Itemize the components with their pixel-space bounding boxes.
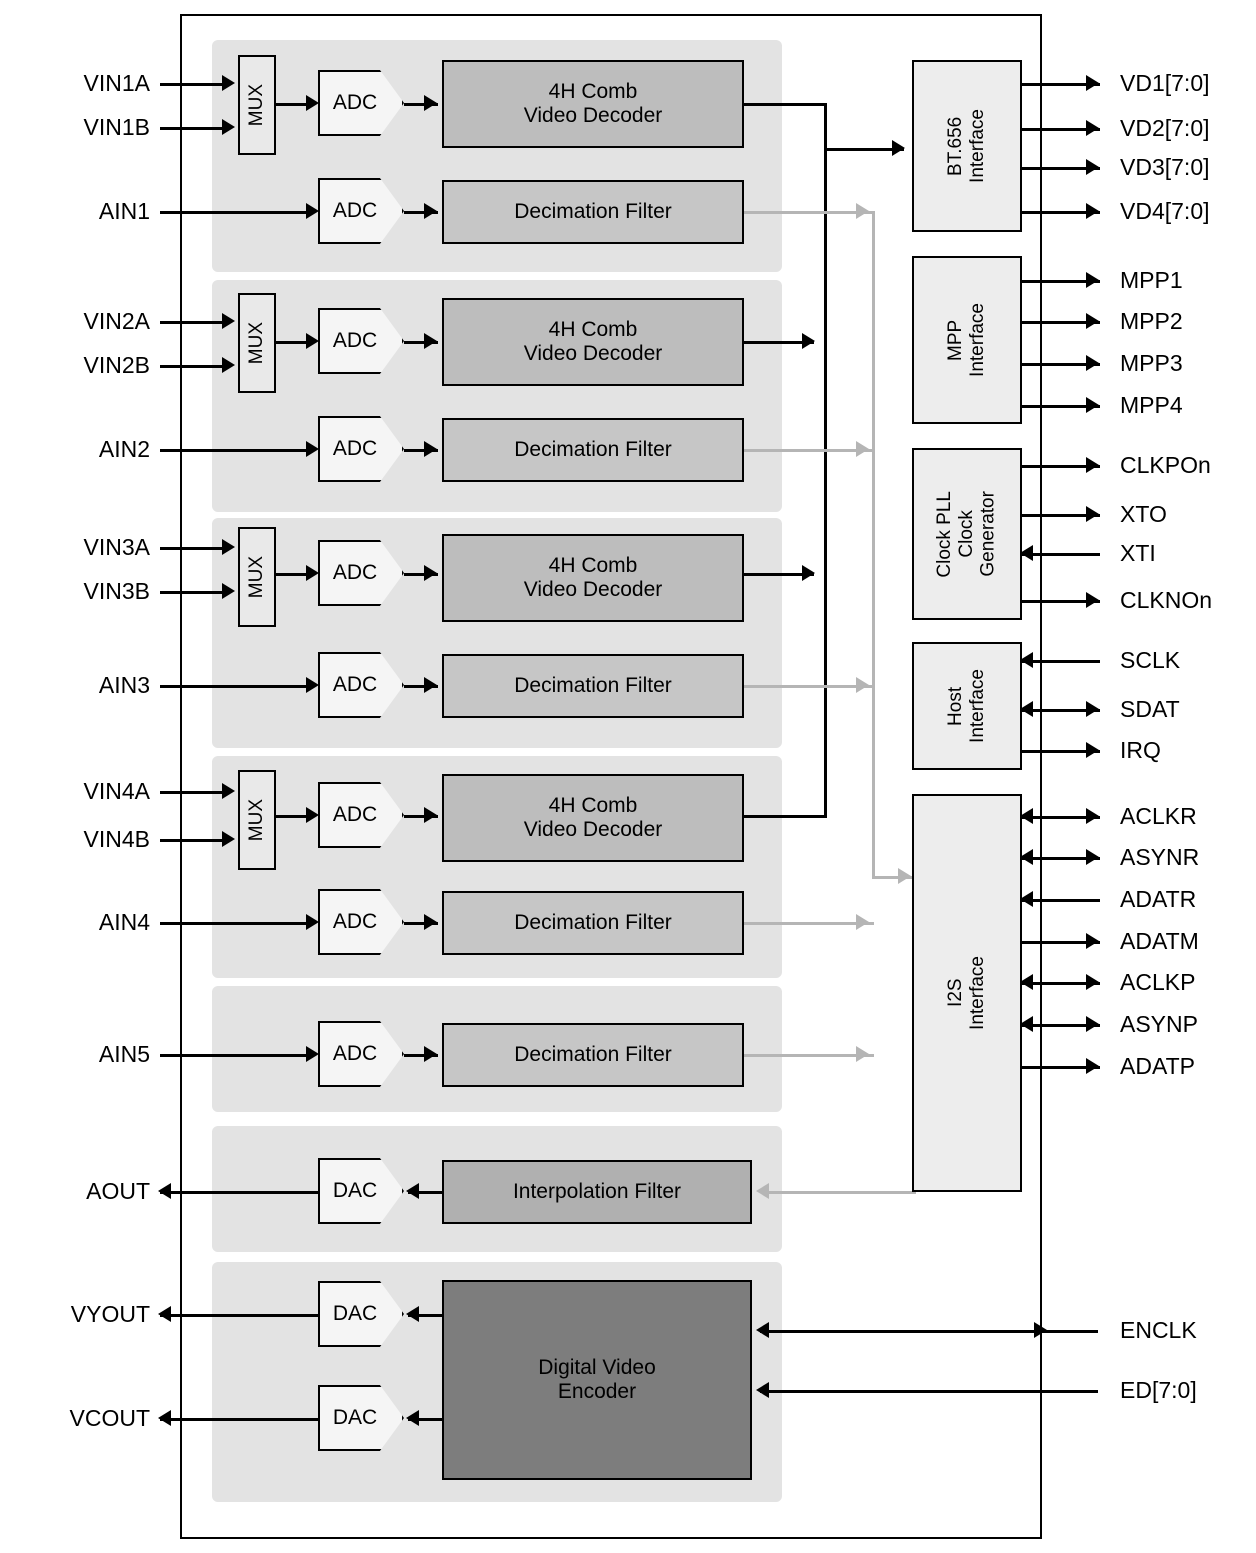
arrowhead-adc3-comb: [424, 565, 437, 581]
arrowhead-vd4: [1086, 203, 1099, 219]
bt656-interface-label: [945, 109, 989, 183]
wire-vin4a: [160, 791, 224, 794]
wire-comb4-bus: [744, 815, 826, 818]
digital-video-encoder-line2: Encoder: [557, 1380, 637, 1403]
dac-vyout: [318, 1281, 404, 1347]
clock-pll-line3: Generator: [977, 491, 999, 577]
bt656-interface-block: [912, 60, 1022, 232]
arrowhead-dec5-i2s: [856, 1046, 869, 1062]
arrowhead-adatm: [1086, 933, 1099, 949]
arrowhead-xto: [1086, 506, 1099, 522]
adc-ain4-label: ADC: [332, 910, 378, 933]
arrowhead-enc-dacc: [406, 1410, 419, 1426]
adc-1: [318, 70, 404, 136]
mux-3-label: MUX: [246, 555, 268, 599]
arrowhead-aclkr-left: [1020, 808, 1033, 824]
arrowhead-mpp4: [1086, 397, 1099, 413]
adc-ain2: [318, 416, 404, 482]
pin-label-adatp: ADATP: [1120, 1053, 1195, 1079]
wire-ain1: [160, 211, 310, 214]
pin-label-vd1: VD1[7:0]: [1120, 70, 1210, 96]
digital-video-encoder-line1: Digital Video: [538, 1355, 656, 1379]
mux-4-label: MUX: [246, 798, 268, 842]
arrowhead-adc2-comb: [424, 333, 437, 349]
wire-aout: [160, 1191, 322, 1194]
mux-4: [238, 770, 276, 870]
comb-decoder-1: [442, 60, 744, 148]
wire-dec1-i2s: [744, 211, 874, 214]
wire-ain5: [160, 1054, 310, 1057]
arrowhead-vin2b: [222, 357, 235, 373]
wire-vin1b: [160, 127, 224, 130]
pin-label-clkpon: CLKPOn: [1120, 452, 1211, 478]
wire-ain4: [160, 922, 310, 925]
pin-label-ain1: AIN1: [98, 198, 150, 224]
arrowhead-clknon: [1086, 592, 1099, 608]
adc-4-label: ADC: [332, 803, 378, 826]
arrowhead-aclkp-left: [1020, 974, 1033, 990]
wire-dec4-i2s: [744, 922, 874, 925]
wire-ed: [760, 1390, 1098, 1393]
adc-ain3: [318, 652, 404, 718]
pin-label-vin2b: VIN2B: [83, 352, 150, 378]
arrowhead-enclk-pin: [1034, 1322, 1047, 1338]
arrowhead-adatr: [1020, 891, 1033, 907]
wire-dec3-i2s: [744, 685, 874, 688]
i2s-interface-line1: I2S: [945, 978, 967, 1008]
adc-ain5-label: ADC: [332, 1042, 378, 1065]
comb-decoder-2-line2: Video Decoder: [523, 342, 663, 365]
audio-bus-vertical: [872, 211, 875, 876]
wire-dec2-i2s: [744, 449, 874, 452]
comb-decoder-1-line1: 4H Comb: [548, 79, 638, 103]
host-interface-label: [945, 669, 989, 743]
wire-mux1-adc: [276, 103, 310, 106]
comb-decoder-4-line1: 4H Comb: [548, 793, 638, 817]
adc-2: [318, 308, 404, 374]
comb-decoder-2: [442, 298, 744, 386]
arrowhead-bus-bt656: [892, 140, 905, 156]
pin-label-adatm: ADATM: [1120, 928, 1199, 954]
dac-vcout: [318, 1385, 404, 1451]
wire-vcout: [160, 1418, 322, 1421]
pin-label-vd3: VD3[7:0]: [1120, 154, 1210, 180]
pin-label-vd4: VD4[7:0]: [1120, 198, 1210, 224]
mpp-interface-label: [945, 303, 989, 377]
pin-label-mpp1: MPP1: [1120, 267, 1183, 293]
wire-xti: [1022, 553, 1100, 556]
pin-label-vcout: VCOUT: [69, 1405, 150, 1431]
arrowhead-adcain4-dec: [424, 914, 437, 930]
wire-vin3b: [160, 591, 224, 594]
pin-label-vin1a: VIN1A: [83, 70, 150, 96]
pin-label-vin1b: VIN1B: [83, 114, 150, 140]
wire-vin3a: [160, 547, 224, 550]
arrowhead-interp-dac: [406, 1183, 419, 1199]
mux-2: [238, 293, 276, 393]
wire-mux3-adc: [276, 573, 310, 576]
comb-decoder-1-line2: Video Decoder: [523, 104, 663, 127]
mux-2-label: MUX: [246, 321, 268, 365]
wire-ain3: [160, 685, 310, 688]
wire-i2s-interp: [768, 1191, 916, 1194]
arrowhead-adcain2-dec: [424, 441, 437, 457]
arrowhead-dec3-i2s: [856, 677, 869, 693]
pin-label-vin4b: VIN4B: [83, 826, 150, 852]
dac-vyout-label: DAC: [332, 1302, 378, 1325]
arrowhead-dec4-i2s: [856, 914, 869, 930]
pin-label-ain4: AIN4: [98, 909, 150, 935]
host-interface-line2: Interface: [967, 669, 988, 743]
wire-mux2-adc: [276, 341, 310, 344]
pin-label-adatr: ADATR: [1120, 886, 1197, 912]
arrowhead-vd2: [1086, 120, 1099, 136]
arrowhead-adc1-comb: [424, 95, 437, 111]
arrowhead-enc-dacy: [406, 1306, 419, 1322]
pin-label-ed: ED[7:0]: [1120, 1377, 1197, 1403]
arrowhead-asynr-right: [1086, 849, 1099, 865]
arrowhead-aclkr-right: [1086, 808, 1099, 824]
adc-3-label: ADC: [332, 561, 378, 584]
arrowhead-vin1b: [222, 119, 235, 135]
dac-aout: [318, 1158, 404, 1224]
decimation-filter-3: Decimation Filter: [442, 654, 744, 718]
comb-decoder-4-line2: Video Decoder: [523, 818, 663, 841]
pin-label-vin4a: VIN4A: [83, 778, 150, 804]
clock-pll-label: [934, 491, 1000, 578]
comb-decoder-2-line1: 4H Comb: [548, 317, 638, 341]
arrowhead-sdat-left: [1020, 701, 1033, 717]
arrowhead-adcain3-dec: [424, 677, 437, 693]
host-interface-block: [912, 642, 1022, 770]
pin-label-mpp4: MPP4: [1120, 392, 1183, 418]
wire-vyout: [160, 1314, 322, 1317]
decimation-filter-4: Decimation Filter: [442, 891, 744, 955]
decimation-filter-1: Decimation Filter: [442, 180, 744, 244]
arrowhead-adcain5-dec: [424, 1046, 437, 1062]
arrowhead-vd1: [1086, 75, 1099, 91]
pin-label-mpp2: MPP2: [1120, 308, 1183, 334]
arrowhead-asynp-left: [1020, 1016, 1033, 1032]
comb-decoder-3-line2: Video Decoder: [523, 578, 663, 601]
i2s-interface-line2: Interface: [967, 956, 988, 1030]
adc-3: [318, 540, 404, 606]
adc-1-label: ADC: [332, 91, 378, 114]
pin-label-xti: XTI: [1120, 540, 1156, 566]
arrowhead-vin1a: [222, 75, 235, 91]
arrowhead-clkpon: [1086, 457, 1099, 473]
host-interface-line1: Host: [945, 686, 967, 726]
arrowhead-mpp3: [1086, 355, 1099, 371]
clock-pll-line1: Clock PLL: [934, 490, 956, 578]
bt656-interface-line1: BT.656: [945, 116, 967, 176]
pin-label-sclk: SCLK: [1120, 647, 1181, 673]
mux-1-label: MUX: [246, 83, 268, 127]
interpolation-filter: Interpolation Filter: [442, 1160, 752, 1224]
adc-ain1: [318, 178, 404, 244]
comb-decoder-3-line1: 4H Comb: [548, 553, 638, 577]
comb-decoder-4: [442, 774, 744, 862]
wire-dec5-i2s: [744, 1054, 874, 1057]
arrowhead-comb2-bus: [802, 333, 815, 349]
arrowhead-ed-block: [756, 1382, 769, 1398]
pin-label-sdat: SDAT: [1120, 696, 1180, 722]
arrowhead-comb3-bus: [802, 565, 815, 581]
arrowhead-audiobus-i2s: [898, 868, 911, 884]
arrowhead-adc4-comb: [424, 807, 437, 823]
wire-vin2a: [160, 321, 224, 324]
pin-label-aout: AOUT: [86, 1178, 150, 1204]
i2s-interface-block: [912, 794, 1022, 1192]
arrowhead-aclkp-right: [1086, 974, 1099, 990]
arrowhead-asynr-left: [1020, 849, 1033, 865]
pin-label-asynr: ASYNR: [1120, 844, 1200, 870]
mpp-interface-line1: MPP: [945, 319, 967, 361]
i2s-interface-label: [945, 956, 989, 1030]
adc-4: [318, 782, 404, 848]
dac-aout-label: DAC: [332, 1179, 378, 1202]
bt656-interface-line2: Interface: [967, 109, 988, 183]
wire-comb1-bus: [744, 103, 826, 106]
arrowhead-irq: [1086, 742, 1099, 758]
pin-label-ain3: AIN3: [98, 672, 150, 698]
pin-label-xto: XTO: [1120, 501, 1167, 527]
adc-ain3-label: ADC: [332, 673, 378, 696]
clock-pll-line2: Clock: [956, 510, 978, 558]
arrowhead-asynp-right: [1086, 1016, 1099, 1032]
pin-label-aclkr: ACLKR: [1120, 803, 1197, 829]
adc-2-label: ADC: [332, 329, 378, 352]
adc-ain2-label: ADC: [332, 437, 378, 460]
arrowhead-mpp1: [1086, 272, 1099, 288]
comb-decoder-3: [442, 534, 744, 622]
arrowhead-vin4a: [222, 783, 235, 799]
pin-label-vin3b: VIN3B: [83, 578, 150, 604]
dac-vcout-label: DAC: [332, 1406, 378, 1429]
arrowhead-vin4b: [222, 831, 235, 847]
pin-label-irq: IRQ: [1120, 737, 1161, 763]
pin-label-ain5: AIN5: [98, 1041, 150, 1067]
arrowhead-sclk: [1020, 652, 1033, 668]
arrowhead-vcout: [158, 1410, 171, 1426]
pin-label-vin3a: VIN3A: [83, 534, 150, 560]
arrowhead-adatp: [1086, 1058, 1099, 1074]
arrowhead-aout: [158, 1183, 171, 1199]
clock-pll-block: [912, 448, 1022, 620]
pin-label-vyout: VYOUT: [70, 1301, 150, 1327]
arrowhead-dec1-i2s: [856, 203, 869, 219]
arrowhead-mpp2: [1086, 313, 1099, 329]
digital-video-encoder: [442, 1280, 752, 1480]
wire-mux4-adc: [276, 815, 310, 818]
arrowhead-vin3b: [222, 583, 235, 599]
arrowhead-vin3a: [222, 539, 235, 555]
wire-vin4b: [160, 839, 224, 842]
pin-label-ain2: AIN2: [98, 436, 150, 462]
decimation-filter-5: Decimation Filter: [442, 1023, 744, 1087]
arrowhead-vd3: [1086, 159, 1099, 175]
arrowhead-vyout: [158, 1306, 171, 1322]
wire-vin2b: [160, 365, 224, 368]
arrowhead-dec2-i2s: [856, 441, 869, 457]
arrowhead-vin2a: [222, 313, 235, 329]
arrowhead-enclk-block: [756, 1322, 769, 1338]
adc-ain1-label: ADC: [332, 199, 378, 222]
pin-label-vd2: VD2[7:0]: [1120, 115, 1210, 141]
arrowhead-i2s-interp: [756, 1183, 769, 1199]
mux-1: [238, 55, 276, 155]
pin-label-clknon: CLKNOn: [1120, 587, 1213, 613]
arrowhead-xti: [1020, 545, 1033, 561]
arrowhead-sdat-right: [1086, 701, 1099, 717]
wire-sclk: [1022, 660, 1100, 663]
adc-ain5: [318, 1021, 404, 1087]
pin-label-aclkp: ACLKP: [1120, 969, 1196, 995]
pin-label-asynp: ASYNP: [1120, 1011, 1198, 1037]
pin-label-enclk: ENCLK: [1120, 1317, 1197, 1343]
mpp-interface-line2: Interface: [967, 303, 988, 377]
wire-ain2: [160, 449, 310, 452]
wire-vin1a: [160, 83, 224, 86]
pin-label-vin2a: VIN2A: [83, 308, 150, 334]
adc-ain4: [318, 889, 404, 955]
wire-enclk: [760, 1330, 1098, 1333]
pin-label-mpp3: MPP3: [1120, 350, 1183, 376]
wire-adatr: [1022, 899, 1100, 902]
decimation-filter-2: Decimation Filter: [442, 418, 744, 482]
mpp-interface-block: [912, 256, 1022, 424]
arrowhead-adcain1-dec: [424, 203, 437, 219]
mux-3: [238, 527, 276, 627]
